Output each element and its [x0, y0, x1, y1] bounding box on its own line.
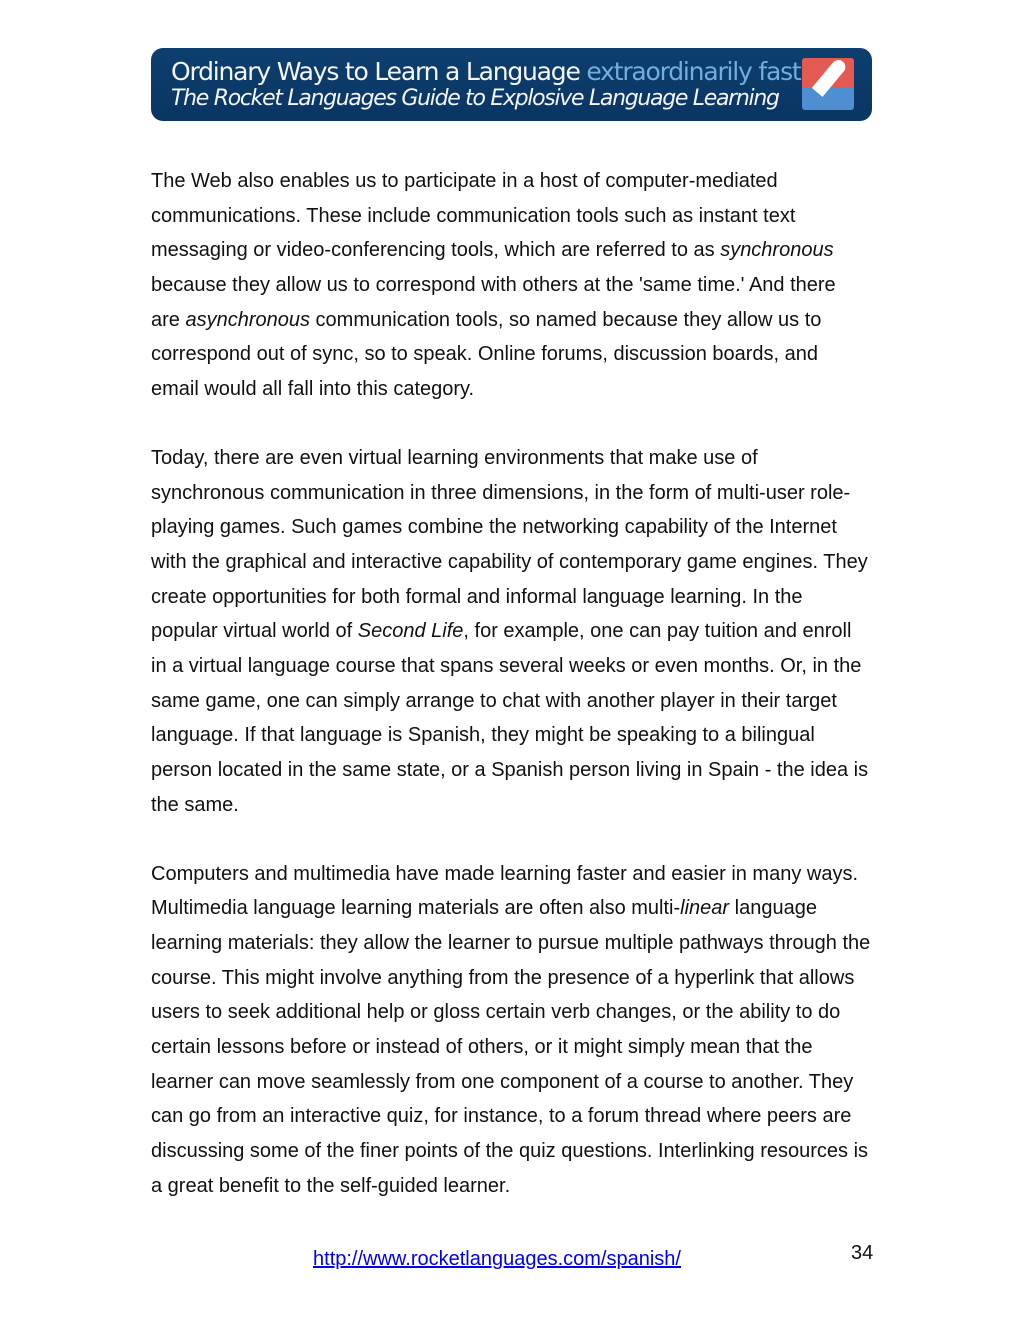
text-segment: correspond out of sync, so to speak. Online forums, discussion boards, and: [151, 343, 819, 366]
text-segment: messaging or video-conferencing tools, which are referred to as: [151, 239, 721, 262]
text-segment: Today, there are even virtual learning environments that make use of: [151, 447, 758, 470]
text-segment: email would all fall into this category.: [151, 377, 475, 400]
text-line: [151, 1099, 870, 1134]
text-segment: in a virtual language course that spans several weeks or even months. Or, in the: [151, 654, 862, 677]
text-line: [151, 718, 870, 753]
text-line: [151, 995, 870, 1030]
text-segment: playing games. Such games combine the networking capability of the Internet: [151, 516, 837, 539]
page-number: 34: [851, 1242, 874, 1264]
text-line: [151, 545, 870, 580]
text-line: [151, 788, 870, 823]
italic-term: synchronous: [720, 239, 834, 262]
body-text: [151, 164, 870, 1203]
text-segment: person located in the same state, or a Spanish person living in Spain - the idea is: [151, 758, 869, 781]
text-line: [151, 303, 870, 338]
text-line: [151, 337, 870, 372]
text-line: [151, 268, 870, 303]
text-line: [151, 926, 870, 961]
text-line: [151, 580, 870, 615]
text-line: [151, 372, 870, 407]
text-line: [151, 476, 870, 511]
text-segment: , for example, one can pay tuition and enroll: [463, 620, 852, 643]
text-segment: discussing some of the finer points of the quiz questions. Interlinking resources is: [151, 1139, 869, 1162]
rocket-logo-icon: [802, 58, 854, 110]
text-segment: are: [151, 308, 186, 331]
text-line: [151, 753, 870, 788]
text-segment: Multimedia language learning materials are often also multi-: [151, 897, 681, 920]
text-line: [151, 857, 870, 892]
text-segment: popular virtual world of: [151, 620, 358, 643]
text-line: [151, 1065, 870, 1100]
text-segment: users to seek additional help or gloss certain verb changes, or the ability to do: [151, 1001, 841, 1024]
text-segment: with the graphical and interactive capability of contemporary game engines. They: [151, 551, 868, 574]
banner-subtitle: The Rocket Languages Guide to Explosive Language Learning: [171, 86, 779, 111]
italic-term: linear: [680, 897, 730, 920]
text-line: [151, 441, 870, 476]
text-line: [151, 199, 870, 234]
text-segment: because they allow us to correspond with others at the 'same time.' And there: [151, 273, 836, 296]
banner-title-accent: extraordinarily fast: [586, 57, 801, 86]
text-line: [151, 614, 870, 649]
text-segment: communications. These include communication tools such as instant text: [151, 204, 796, 227]
paragraph-gap: [151, 406, 870, 441]
text-line: [151, 891, 870, 926]
text-segment: language. If that language is Spanish, they might be speaking to a bilingual: [151, 724, 815, 747]
text-segment: The Web also enables us to participate in a host of computer-mediated: [151, 170, 778, 192]
footer-url-link[interactable]: http://www.rocketlanguages.com/spanish/: [313, 1248, 681, 1270]
paragraph-gap: [151, 822, 870, 857]
text-line: [151, 684, 870, 719]
text-segment: learning materials: they allow the learner to pursue multiple pathways through the: [151, 932, 871, 955]
text-segment: can go from an interactive quiz, for instance, to a forum thread where peers are: [151, 1105, 852, 1128]
text-line: [151, 961, 870, 996]
text-line: [151, 233, 870, 268]
text-segment: certain lessons before or instead of others, or it might simply mean that the: [151, 1036, 813, 1059]
italic-term: Second Life: [357, 620, 464, 643]
text-segment: create opportunities for both formal and informal language learning. In the: [151, 585, 803, 608]
text-line: [151, 164, 870, 199]
text-segment: same game, one can simply arrange to chat with another player in their target: [151, 689, 837, 712]
banner-title-main: Ordinary Ways to Learn a Language: [171, 57, 580, 86]
text-line: [151, 1134, 870, 1169]
text-segment: communication tools, so named because they allow us to: [310, 308, 822, 331]
text-segment: a great benefit to the self-guided learner.: [151, 1174, 511, 1197]
text-segment: synchronous communication in three dimensions, in the form of multi-user role-: [151, 481, 851, 504]
text-line: [151, 649, 870, 684]
banner-title: [171, 57, 801, 86]
text-line: [151, 1169, 870, 1204]
text-segment: course. This might involve anything from the presence of a hyperlink that allows: [151, 966, 855, 989]
italic-term: asynchronous: [185, 308, 310, 331]
text-line: [151, 510, 870, 545]
text-segment: learner can move seamlessly from one component of a course to another. They: [151, 1070, 854, 1093]
text-line: [151, 1030, 870, 1065]
text-segment: language: [729, 897, 817, 920]
text-segment: the same.: [151, 793, 239, 816]
header-banner: [151, 48, 872, 121]
text-segment: Computers and multimedia have made learning faster and easier in many ways.: [151, 862, 859, 885]
